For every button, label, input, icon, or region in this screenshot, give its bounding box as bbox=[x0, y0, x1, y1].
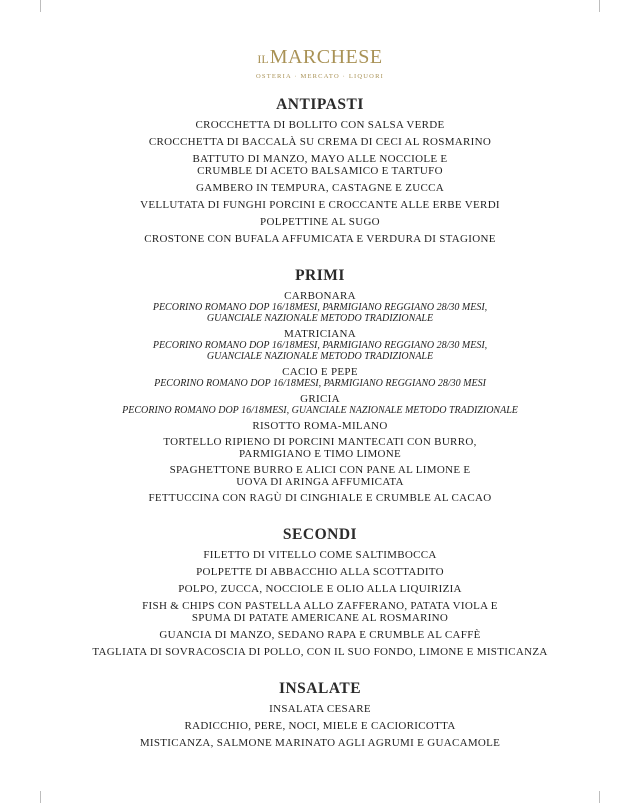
item-name: CARBONARA bbox=[284, 290, 356, 302]
item-name: POLPETTINE AL SUGO bbox=[260, 216, 380, 228]
item-description: PECORINO ROMANO DOP 16/18MESI, PARMIGIANO REGGIANO 28/30 MESI, GUANCIALE NAZIONALE METODO TRADIZIONALE bbox=[152, 340, 488, 362]
menu-item bbox=[0, 328, 640, 362]
menu-item bbox=[0, 464, 640, 488]
item-name: GUANCIA DI MANZO, SEDANO RAPA E CRUMBLE AL CAFFÈ bbox=[159, 629, 481, 641]
item-description: PECORINO ROMANO DOP 16/18MESI, PARMIGIANO REGGIANO 28/30 MESI, GUANCIALE NAZIONALE METODO TRADIZIONALE bbox=[152, 302, 488, 324]
menu-item bbox=[0, 646, 640, 658]
section-title: SECONDI bbox=[282, 526, 358, 543]
item-name: GRICIA bbox=[300, 393, 340, 405]
menu bbox=[0, 96, 640, 771]
menu-item bbox=[0, 290, 640, 324]
menu-item bbox=[0, 199, 640, 211]
section-title: INSALATE bbox=[278, 680, 362, 697]
item-name: MATRICIANA bbox=[283, 328, 357, 340]
item-description: PECORINO ROMANO DOP 16/18MESI, PARMIGIANO REGGIANO 28/30 MESI bbox=[154, 378, 486, 389]
menu-item bbox=[0, 549, 640, 561]
item-name: TAGLIATA DI SOVRACOSCIA DI POLLO, CON IL SUO FONDO, LIMONE E MISTICANZA bbox=[92, 646, 548, 658]
item-name: RADICCHIO, PERE, NOCI, MIELE E CACIORICOTTA bbox=[184, 720, 456, 732]
section-antipasti bbox=[0, 96, 640, 245]
item-name: FILETTO DI VITELLO COME SALTIMBOCCA bbox=[203, 549, 437, 561]
item-name: TORTELLO RIPIENO DI PORCINI MANTECATI CON BURRO, PARMIGIANO E TIMO LIMONE bbox=[163, 436, 477, 460]
menu-item bbox=[0, 583, 640, 595]
menu-item bbox=[0, 600, 640, 624]
crop-mark-bottom-left bbox=[40, 791, 41, 803]
item-name: MISTICANZA, SALMONE MARINATO AGLI AGRUMI E GUACAMOLE bbox=[139, 737, 501, 749]
section-insalate bbox=[0, 680, 640, 749]
menu-item bbox=[0, 153, 640, 177]
menu-item bbox=[0, 492, 640, 504]
section-title: PRIMI bbox=[295, 267, 345, 284]
item-description: PECORINO ROMANO DOP 16/18MESI, GUANCIALE NAZIONALE METODO TRADIZIONALE bbox=[122, 405, 518, 416]
item-name: CROCCHETTA DI BACCALÀ SU CREMA DI CECI AL ROSMARINO bbox=[148, 136, 492, 148]
logo-wordmark bbox=[0, 46, 640, 70]
item-name: POLPETTE DI ABBACCHIO ALLA SCOTTADITO bbox=[196, 566, 444, 578]
menu-item bbox=[0, 566, 640, 578]
item-name: FETTUCCINA CON RAGÙ DI CINGHIALE E CRUMBLE AL CACAO bbox=[148, 492, 492, 504]
item-name: CROCCHETTA DI BOLLITO CON SALSA VERDE bbox=[195, 119, 445, 131]
menu-item bbox=[0, 703, 640, 715]
crop-mark-top-right bbox=[599, 0, 600, 12]
item-name: RISOTTO ROMA-MILANO bbox=[252, 420, 388, 432]
menu-item bbox=[0, 233, 640, 245]
crop-mark-bottom-right bbox=[599, 791, 600, 803]
item-name: GAMBERO IN TEMPURA, CASTAGNE E ZUCCA bbox=[195, 182, 445, 194]
menu-item bbox=[0, 720, 640, 732]
item-name: CROSTONE CON BUFALA AFFUMICATA E VERDURA DI STAGIONE bbox=[144, 233, 496, 245]
menu-item bbox=[0, 629, 640, 641]
crop-mark-top-left bbox=[40, 0, 41, 12]
section-primi bbox=[0, 267, 640, 504]
menu-item bbox=[0, 436, 640, 460]
logo-name: MARCHESE bbox=[269, 46, 383, 68]
item-name: VELLUTATA DI FUNGHI PORCINI E CROCCANTE ALLE ERBE VERDI bbox=[140, 199, 500, 211]
menu-item bbox=[0, 136, 640, 148]
item-name: CACIO E PEPE bbox=[282, 366, 358, 378]
menu-item bbox=[0, 216, 640, 228]
item-name: POLPO, ZUCCA, NOCCIOLE E OLIO ALLA LIQUIRIZIA bbox=[178, 583, 462, 595]
item-name: SPAGHETTONE BURRO E ALICI CON PANE AL LIMONE E UOVA DI ARINGA AFFUMICATA bbox=[169, 464, 471, 488]
restaurant-logo bbox=[0, 46, 640, 80]
menu-item bbox=[0, 393, 640, 416]
menu-item bbox=[0, 366, 640, 389]
item-name: BATTUTO DI MANZO, MAYO ALLE NOCCIOLE E CRUMBLE DI ACETO BALSAMICO E TARTUFO bbox=[192, 153, 448, 177]
logo-prefix: IL bbox=[257, 52, 269, 66]
menu-item bbox=[0, 737, 640, 749]
menu-item bbox=[0, 119, 640, 131]
menu-item bbox=[0, 420, 640, 432]
item-name: FISH & CHIPS CON PASTELLA ALLO ZAFFERANO, PATATA VIOLA E SPUMA DI PATATE AMERICANE AL ROSMARINO bbox=[142, 600, 498, 624]
item-name: INSALATA CESARE bbox=[269, 703, 371, 715]
menu-item bbox=[0, 182, 640, 194]
section-title: ANTIPASTI bbox=[276, 96, 364, 113]
logo-tagline: OSTERIA · MERCATO · LIQUORI bbox=[256, 73, 384, 80]
section-secondi bbox=[0, 526, 640, 658]
